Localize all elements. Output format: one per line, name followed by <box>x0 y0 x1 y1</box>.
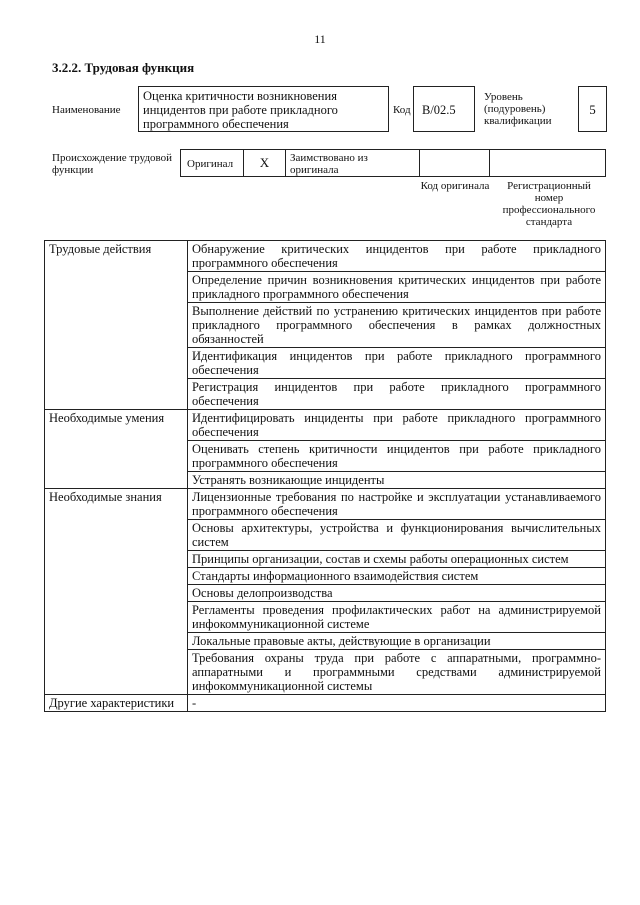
table-row <box>45 695 606 712</box>
original-code-cell <box>419 149 490 177</box>
section-item: Определение причин возникновения критических инцидентов при работе прикладного программного обеспечения <box>188 272 606 303</box>
section-heading: Другие характеристики <box>45 695 188 712</box>
section-item: Принципы организации, состав и схемы работы операционных систем <box>188 551 606 568</box>
function-name-box: Оценка критичности возникновения инцидентов при работе прикладного программного обеспечения <box>138 86 389 132</box>
code-label: Код <box>393 104 411 116</box>
labor-function-table <box>44 240 606 712</box>
table-row <box>45 241 606 272</box>
section-item: Стандарты информационного взаимодействия систем <box>188 568 606 585</box>
section-item: Основы делопроизводства <box>188 585 606 602</box>
section-item: Обнаружение критических инцидентов при работе прикладного программного обеспечения <box>188 241 606 272</box>
name-label: Наименование <box>52 104 121 116</box>
original-label: Оригинал <box>187 158 234 170</box>
section-item: Идентификация инцидентов при работе прикладного программного обеспечения <box>188 348 606 379</box>
section-item: - <box>188 695 606 712</box>
level-box: 5 <box>578 86 607 132</box>
section-title: 3.2.2. Трудовая функция <box>52 60 195 75</box>
reg-number-cell <box>489 149 606 177</box>
section-item: Локальные правовые акты, действующие в организации <box>188 633 606 650</box>
section-item: Лицензионные требования по настройке и эксплуатации устанавливаемого программного обеспечения <box>188 489 606 520</box>
table-row <box>45 489 606 520</box>
borrowed-cell <box>285 149 420 177</box>
section-item: Основы архитектуры, устройства и функционирования вычислительных систем <box>188 520 606 551</box>
section-heading: Необходимые умения <box>45 410 188 489</box>
section-item: Устранять возникающие инциденты <box>188 472 606 489</box>
function-code-box: B/02.5 <box>413 86 475 132</box>
level-label: Уровень (подуровень) квалификации <box>484 91 552 127</box>
section-item: Регламенты проведения профилактических работ на администрируемой инфокоммуникационной системе <box>188 602 606 633</box>
original-cell <box>180 149 244 177</box>
table-row <box>45 410 606 441</box>
origin-label: Происхождение трудовой функции <box>52 152 173 176</box>
section-heading: Необходимые знания <box>45 489 188 695</box>
borrowed-label: Заимствовано из оригинала <box>290 152 368 176</box>
section-item: Выполнение действий по устранению критических инцидентов при работе прикладного программного обеспечения в рамках должностных обязанностей <box>188 303 606 348</box>
section-item: Оценивать степень критичности инцидентов при работе прикладного программного обеспечения <box>188 441 606 472</box>
page-number: 11 <box>314 32 326 46</box>
section-item: Идентифицировать инциденты при работе прикладного программного обеспечения <box>188 410 606 441</box>
section-heading: Трудовые действия <box>45 241 188 410</box>
original-mark-cell: X <box>243 149 286 177</box>
section-item: Регистрация инцидентов при работе прикладного программного обеспечения <box>188 379 606 410</box>
code-caption: Код оригинала <box>420 180 490 192</box>
reg-caption: Регистрационный номер профессионального стандарта <box>502 180 596 228</box>
section-item: Требования охраны труда при работе с аппаратными, программно-аппаратными и программными средствами администрируемой инфокоммуникационной системы <box>188 650 606 695</box>
